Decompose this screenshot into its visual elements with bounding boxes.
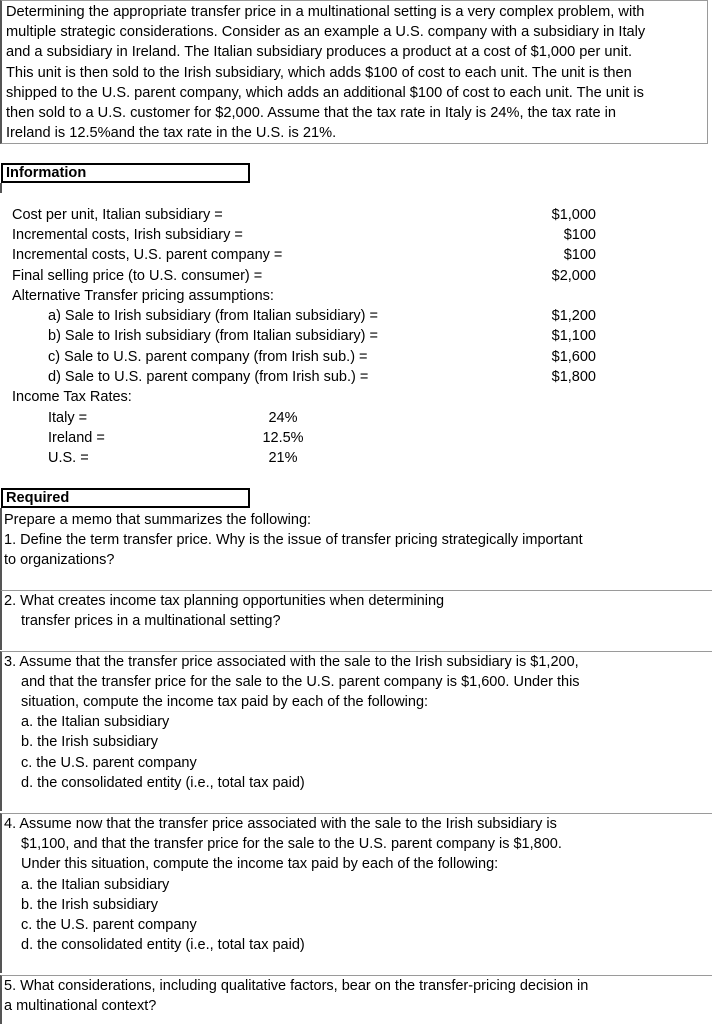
alt-pricing-label: a) Sale to Irish subsidiary (from Italian subsidiary) = (48, 308, 379, 324)
question-3-line: 3. Assume that the transfer price associated with the sale to the Irish subsidiary is $1,200, (4, 654, 579, 670)
intro-line: Determining the appropriate transfer price in a multinational setting is a very complex problem, with (6, 4, 645, 20)
intro-line: and a subsidiary in Ireland. The Italian subsidiary produces a product at a cost of $1,000 per unit. (6, 44, 633, 61)
alt-pricing-value: $1,600 (551, 349, 596, 365)
question-3-item: d. the consolidated entity (i.e., total tax paid) (21, 775, 305, 791)
question-4-item: a. the Italian subsidiary (21, 877, 170, 893)
tax-label: U.S. = (48, 450, 89, 466)
cost-value: $2,000 (551, 268, 596, 284)
cost-value: $1,000 (551, 207, 596, 223)
intro-paragraph (0, 0, 708, 144)
alt-pricing-value: $1,100 (551, 328, 596, 344)
question-2-line: 2. What creates income tax planning opportunities when determining (4, 593, 445, 609)
cost-label: Cost per unit, Italian subsidiary = (12, 207, 223, 223)
information-heading: Information (1, 163, 250, 183)
alt-pricing-label: d) Sale to U.S. parent company (from Irish sub.) = (48, 369, 369, 385)
intro-line: shipped to the U.S. parent company, which adds an additional $100 of cost to each unit. The unit is (6, 84, 644, 101)
alt-pricing-label: c) Sale to U.S. parent company (from Irish sub.) = (48, 349, 368, 365)
question-4-line: $1,100, and that the transfer price for the sale to the U.S. parent company is $1,800. (21, 836, 562, 852)
alt-pricing-value: $1,200 (551, 308, 596, 324)
alt-pricing-value: $1,800 (551, 369, 596, 385)
intro-line: then sold to a U.S. customer for $2,000. Assume that the tax rate in Italy is 24%, the tax rate in (6, 105, 617, 122)
section-border (0, 183, 2, 193)
question-4-item: c. the U.S. parent company (21, 917, 197, 933)
question-3-item: b. the Irish subsidiary (21, 734, 159, 750)
alt-pricing-label: b) Sale to Irish subsidiary (from Italian subsidiary) = (48, 328, 379, 344)
tax-label: Italy = (48, 410, 88, 426)
cost-value: $100 (563, 247, 596, 263)
question-4-line: Under this situation, compute the income tax paid by each of the following: (21, 856, 499, 872)
question-1-line: to organizations? (4, 552, 115, 568)
question-3-line: and that the transfer price for the sale to the U.S. parent company is $1,600. Under this (21, 674, 580, 690)
cost-label: Incremental costs, Irish subsidiary = (12, 227, 243, 243)
cost-label: Incremental costs, U.S. parent company = (12, 247, 283, 263)
intro-line: This unit is then sold to the Irish subsidiary, which adds $100 of cost to each unit. The unit is then (6, 64, 632, 81)
tax-value: 12.5% (262, 430, 304, 446)
tax-value: 24% (268, 410, 298, 426)
tax-rates-heading: Income Tax Rates: (12, 389, 132, 405)
required-heading: Required (1, 488, 250, 508)
tax-label: Ireland = (48, 430, 105, 446)
question-3-line: situation, compute the income tax paid by each of the following: (21, 694, 429, 710)
cost-label: Final selling price (to U.S. consumer) = (12, 268, 263, 284)
question-1-line: 1. Define the term transfer price. Why is the issue of transfer pricing strategically important (4, 532, 583, 548)
question-5-line: 5. What considerations, including qualitative factors, bear on the transfer-pricing decision in (4, 978, 589, 994)
required-lead: Prepare a memo that summarizes the following: (4, 512, 312, 528)
question-4-line: 4. Assume now that the transfer price associated with the sale to the Irish subsidiary is (4, 816, 557, 832)
intro-line: multiple strategic considerations. Consider as an example a U.S. company with a subsidiary in Italy (6, 24, 646, 41)
alt-pricing-heading: Alternative Transfer pricing assumptions: (12, 288, 274, 304)
section-border (0, 508, 2, 590)
question-4-item: d. the consolidated entity (i.e., total tax paid) (21, 937, 305, 953)
cost-value: $100 (563, 227, 596, 243)
question-5-line: a multinational context? (4, 998, 157, 1014)
question-3-item: a. the Italian subsidiary (21, 714, 170, 730)
question-2-line: transfer prices in a multinational setting? (21, 613, 281, 629)
intro-line: Ireland is 12.5%and the tax rate in the U.S. is 21%. (6, 125, 337, 142)
tax-value: 21% (268, 450, 298, 466)
question-3-item: c. the U.S. parent company (21, 755, 197, 771)
question-4-item: b. the Irish subsidiary (21, 897, 159, 913)
